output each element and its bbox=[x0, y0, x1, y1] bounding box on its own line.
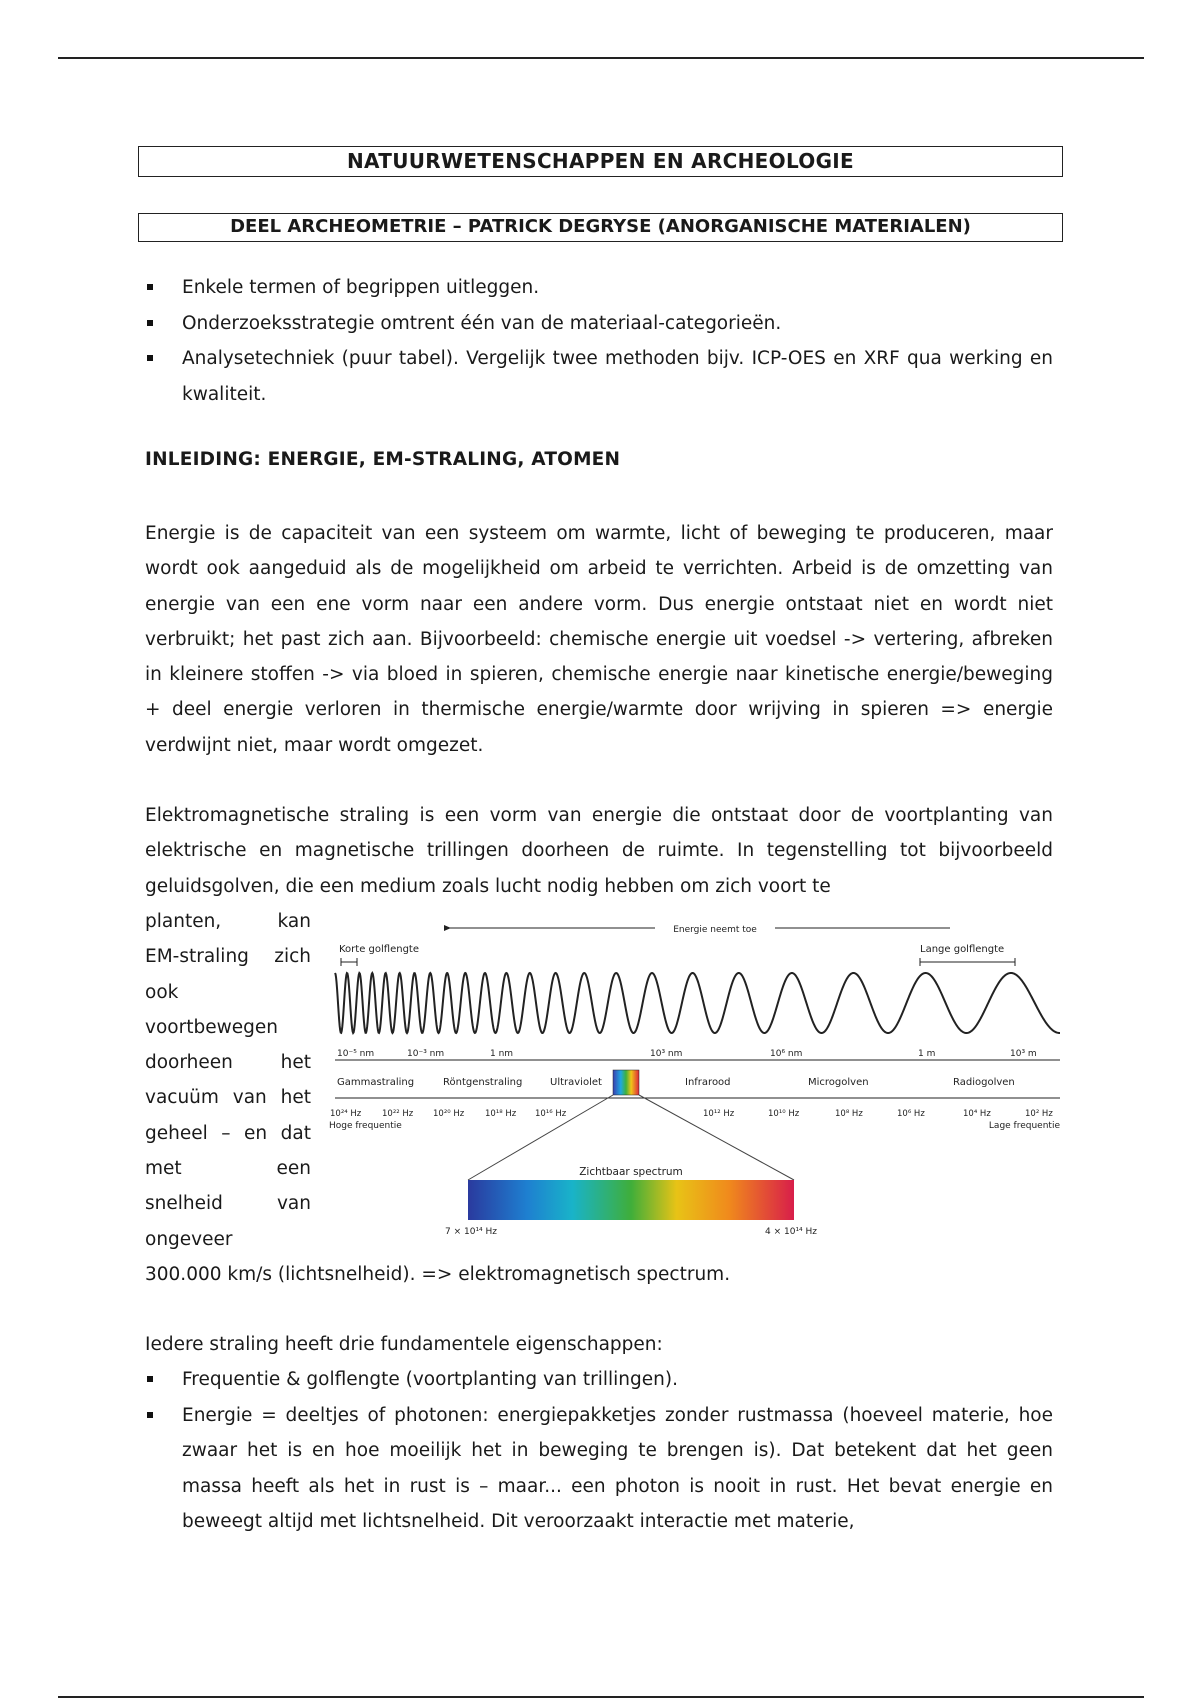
properties-list bbox=[145, 1362, 1053, 1540]
frequency-label: 10¹⁰ Hz bbox=[768, 1109, 800, 1119]
frequency-label: 10⁸ Hz bbox=[835, 1109, 863, 1119]
document-subtitle: DEEL ARCHEOMETRIE – PATRICK DEGRYSE (ANORGANISCHE MATERIALEN) bbox=[138, 213, 1063, 242]
exam-points-list bbox=[145, 270, 1053, 412]
visible-spectrum-bar bbox=[468, 1180, 794, 1220]
wavelength-label: 1 nm bbox=[490, 1049, 514, 1059]
frequency-label: 10¹² Hz bbox=[703, 1109, 735, 1119]
section-heading: INLEIDING: ENERGIE, EM-STRALING, ATOMEN bbox=[145, 449, 621, 470]
wrapped-line: met een bbox=[145, 1158, 311, 1180]
wrapped-line: planten, kan bbox=[145, 911, 311, 932]
paragraph-em-end: 300.000 km/s (lichtsnelheid). => elektromagnetisch spectrum. bbox=[145, 1264, 731, 1285]
region-label: Ultraviolet bbox=[550, 1077, 602, 1088]
wrapped-line: snelheid van bbox=[145, 1193, 311, 1215]
region-label: Gammastraling bbox=[337, 1077, 415, 1088]
list-item: Energie = deeltjes of photonen: energiepakketjes zonder rustmassa (hoeveel materie, hoe zwaar het is en hoe moeilijk het in beweging te brengen is). Dat betekent dat het geen massa heeft als het in rust is – maar... een photon is nooit in rust. Het bevat energie en beweegt altijd met lichtsnelheid. Dit veroorzaakt interactie met materie, bbox=[145, 1398, 1053, 1540]
frequency-label: 10²⁰ Hz bbox=[433, 1109, 465, 1119]
list-item: Onderzoeksstrategie omtrent één van de materiaal-categorieën. bbox=[145, 306, 1053, 342]
bottom-rule bbox=[58, 1696, 1144, 1698]
top-rule bbox=[58, 57, 1144, 59]
region-label: Infrarood bbox=[685, 1077, 731, 1088]
wrapped-line: doorheen het bbox=[145, 1052, 311, 1074]
energy-arrow-label: Energie neemt toe bbox=[673, 925, 757, 935]
paragraph-em-intro: Elektromagnetische straling is een vorm van energie die ontstaat door de voortplanting van elektrische en magnetische trillingen doorheen de ruimte. In tegenstelling tot bijvoorbeeld geluidsgolven, die een medium zoals lucht nodig hebben om zich voort te bbox=[145, 805, 1053, 897]
frequency-label: 10²⁴ Hz bbox=[330, 1109, 362, 1119]
wavelength-label: 10³ nm bbox=[650, 1049, 683, 1059]
wavelength-label: 10⁻³ nm bbox=[407, 1049, 445, 1059]
em-spectrum-figure bbox=[325, 918, 1065, 1243]
wavelength-label: 10⁶ nm bbox=[770, 1049, 803, 1059]
wrapped-line: ook bbox=[145, 981, 179, 1003]
wrapped-text-column bbox=[145, 904, 311, 1257]
list-item: Enkele termen of begrippen uitleggen. bbox=[145, 270, 1053, 306]
list-item: Frequentie & golflengte (voortplanting van trillingen). bbox=[145, 1362, 1053, 1398]
long-wavelength-label: Lange golflengte bbox=[920, 944, 1005, 955]
frequency-label: 10² Hz bbox=[1025, 1109, 1053, 1119]
frequency-label: 10⁴ Hz bbox=[963, 1109, 991, 1119]
visible-high-label: 4 × 10¹⁴ Hz bbox=[765, 1227, 818, 1237]
frequency-label: 10²² Hz bbox=[382, 1109, 414, 1119]
paragraph-properties: Iedere straling heeft drie fundamentele eigenschappen: bbox=[145, 1334, 663, 1355]
frequency-label: 10¹⁶ Hz bbox=[535, 1109, 567, 1119]
region-label: Röntgenstraling bbox=[443, 1077, 523, 1088]
visible-spectrum-label: Zichtbaar spectrum bbox=[579, 1166, 683, 1178]
paragraph-energy: Energie is de capaciteit van een systeem om warmte, licht of beweging te produceren, maar wordt ook aangeduid als de mogelijkheid om arbeid te verrichten. Arbeid is de omzetting van energie van een ene vorm naar een andere vorm. Dus energie ontstaat niet en wordt niet verbruikt; het past zich aan. Bijvoorbeeld: chemische energie uit voedsel -> vertering, afbreken in kleinere stoffen -> via bloed in spieren, chemische energie naar kinetische energie/beweging + deel energie verloren in thermische energie/warmte door wrijving in spieren => energie verdwijnt niet, maar wordt omgezet. bbox=[145, 523, 1053, 756]
visible-low-label: 7 × 10¹⁴ Hz bbox=[445, 1227, 498, 1237]
visible-band bbox=[613, 1070, 639, 1095]
low-frequency-label: Lage frequentie bbox=[988, 1121, 1060, 1131]
region-labels bbox=[337, 1077, 1015, 1088]
wrapped-line: geheel – en dat bbox=[145, 1122, 311, 1144]
wavelength-label: 1 m bbox=[918, 1049, 936, 1059]
wrapped-line: EM-straling zich bbox=[145, 946, 311, 968]
wavelength-scale bbox=[335, 1049, 1060, 1060]
high-frequency-label: Hoge frequentie bbox=[329, 1121, 402, 1131]
list-item: Analysetechniek (puur tabel). Vergelijk twee methoden bijv. ICP-OES en XRF qua werking en kwaliteit. bbox=[145, 341, 1053, 412]
wavelength-label: 10⁻⁵ nm bbox=[337, 1049, 375, 1059]
frequency-label: 10¹⁸ Hz bbox=[485, 1109, 517, 1119]
wrapped-line: voortbewegen bbox=[145, 1016, 278, 1038]
document-title: NATUURWETENSCHAPPEN EN ARCHEOLOGIE bbox=[138, 146, 1063, 177]
wavelength-label: 10³ m bbox=[1010, 1049, 1037, 1059]
wave-graphic bbox=[335, 973, 1060, 1033]
wrapped-line: ongeveer bbox=[145, 1228, 233, 1250]
wrapped-line: vacuüm van het bbox=[145, 1087, 311, 1109]
short-wavelength-label: Korte golflengte bbox=[339, 944, 419, 955]
region-label: Microgolven bbox=[808, 1077, 869, 1088]
frequency-label: 10⁶ Hz bbox=[897, 1109, 925, 1119]
region-label: Radiogolven bbox=[953, 1077, 1015, 1088]
frequency-scale bbox=[330, 1109, 1053, 1119]
